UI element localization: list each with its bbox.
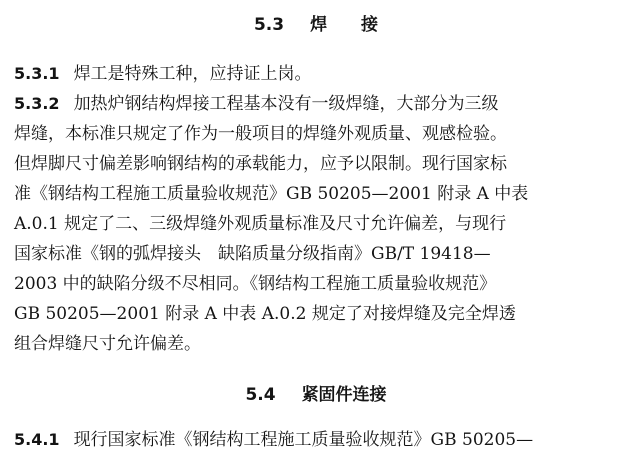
paragraph-line: 但焊脚尺寸偏差影响钢结构的承载能力，应予以限制。现行国家标 xyxy=(14,154,507,174)
paragraph-line: GB 50205—2001 附录 A 中表 A.0.2 规定了对接焊缝及完全焊透 xyxy=(14,304,516,324)
clause-number: 5.4.1 xyxy=(14,430,60,449)
clause-text: 加热炉钢结构焊接工程基本没有一级焊缝，大部分为三级 xyxy=(73,94,499,114)
clause-text: 现行国家标准《钢结构工程施工质量验收规范》GB 50205— xyxy=(73,430,534,450)
section-title: 紧固件连接 xyxy=(301,385,387,405)
clause-5-4-1 xyxy=(14,425,620,455)
section-number: 5.4 xyxy=(245,385,276,405)
paragraph-line xyxy=(14,425,620,455)
paragraph-line: 准《钢结构工程施工质量验收规范》GB 50205—2001 附录 A 中表 xyxy=(14,184,529,204)
paragraph-line: 2003 中的缺陷分级不尽相同。《钢结构工程施工质量验收规范》 xyxy=(14,274,497,294)
section-number: 5.3 xyxy=(253,15,285,35)
section-heading-5-4 xyxy=(0,384,632,406)
paragraph-line: A.0.1 规定了二、三级焊缝外观质量标准及尺寸允许偏差，与现行 xyxy=(14,214,507,234)
paragraph-line xyxy=(14,89,620,119)
paragraph-line: 国家标准《钢的弧焊接头 缺陷质量分级指南》GB/T 19418— xyxy=(14,244,491,264)
clause-number: 5.3.1 xyxy=(14,64,60,83)
clause-number: 5.3.2 xyxy=(14,94,60,113)
paragraph-line: 组合焊缝尺寸允许偏差。 xyxy=(14,334,201,354)
paragraph-line xyxy=(14,59,620,89)
section-title: 焊 接 xyxy=(310,15,379,35)
paragraph-line: 焊缝，本标准只规定了作为一般项目的焊缝外观质量、观感检验。 xyxy=(14,124,507,144)
section-heading-5-3 xyxy=(0,14,632,36)
clause-5-3-2 xyxy=(14,89,620,359)
clause-5-3-1 xyxy=(14,59,620,89)
clause-text: 焊工是特殊工种，应持证上岗。 xyxy=(73,64,312,84)
